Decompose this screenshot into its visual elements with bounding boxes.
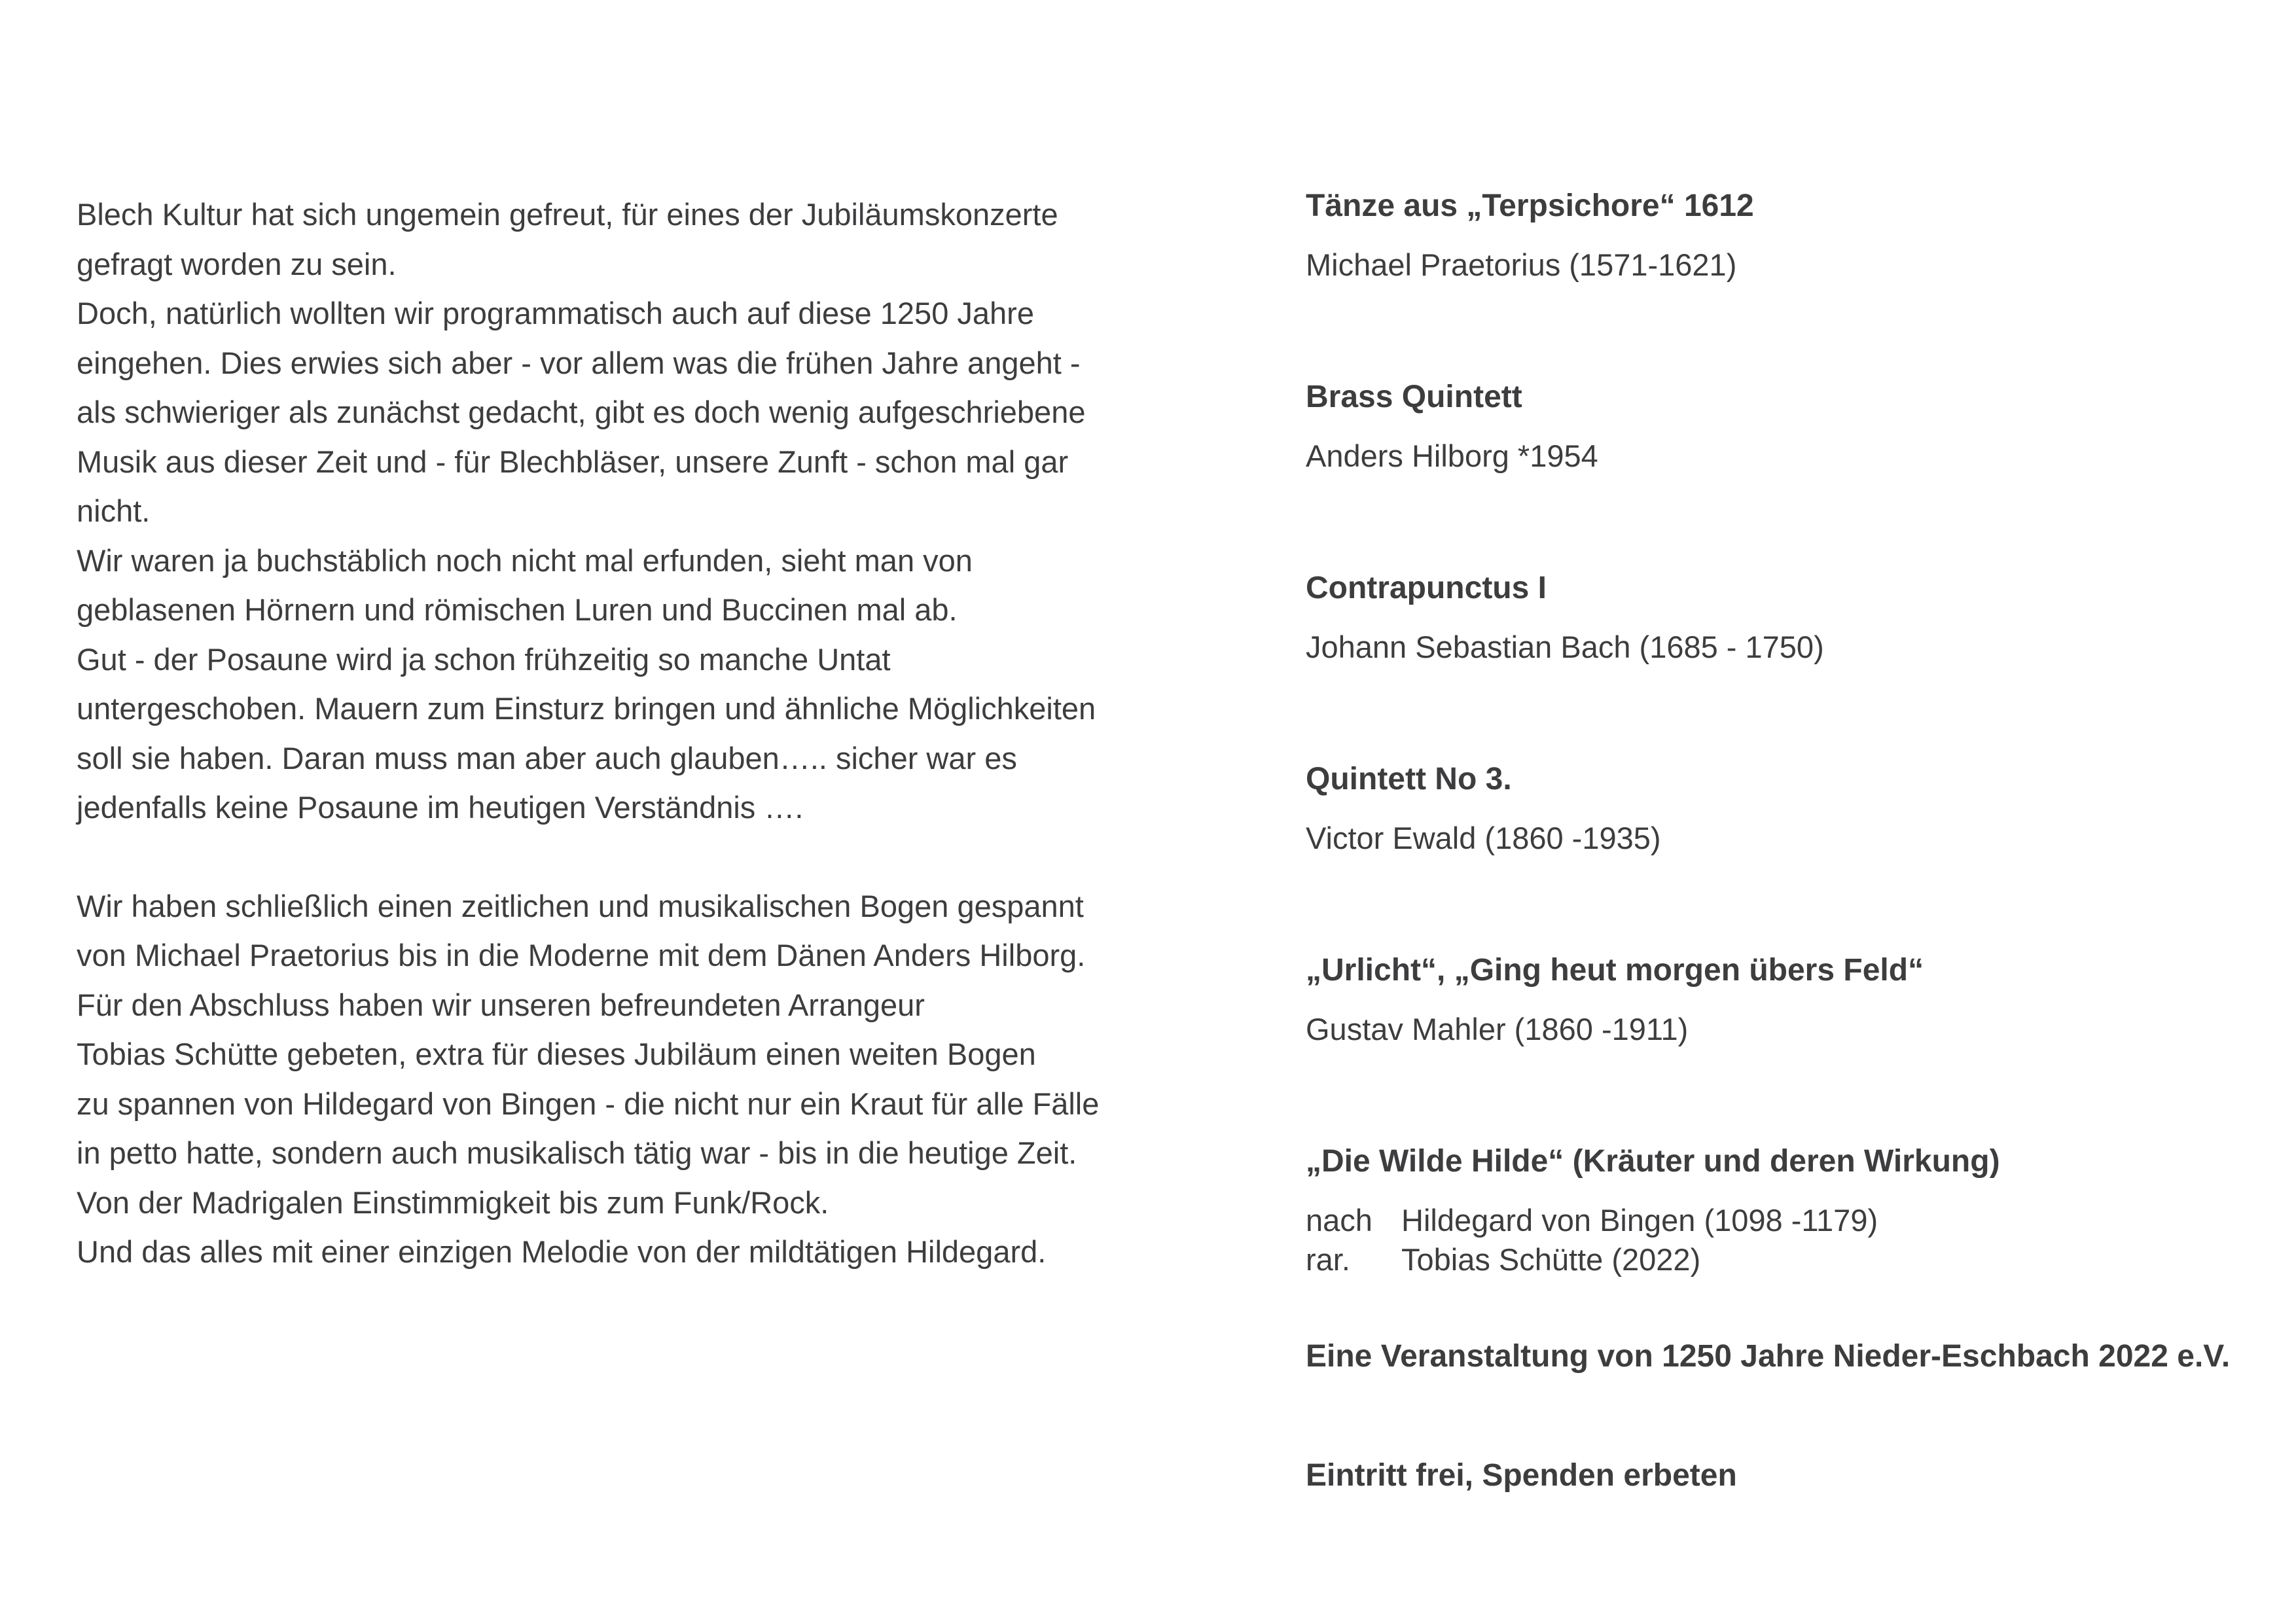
composer-name: Johann Sebastian Bach (1685 - 1750)	[1306, 630, 1824, 664]
program-item-hilborg	[1306, 378, 2274, 476]
piece-title: „Urlicht“, „Ging heut morgen übers Feld“	[1306, 953, 1924, 988]
composer-name: Gustav Mahler (1860 -1911)	[1306, 1012, 1689, 1046]
piece-title: Contrapunctus I	[1306, 571, 1547, 605]
intro-paragraph-2: Wir haben schließlich einen zeitlichen und musikalischen Bogen gespannt von Michael Praetorius bis in die Moderne mit dem Dänen Anders Hilborg. Für den Abschluss haben wir unseren befreundeten Arrangeur Tobias Schütte gebeten, extra für dieses Jubiläum einen weiten Bogen zu spannen von Hildegard von Bingen - die nicht nur ein Kraut für alle Fälle in petto hatte, sondern auch musikalisch tätig war - bis in die heutige Zeit. Von der Madrigalen Einstimmigkeit bis zum Funk/Rock. Und das alles mit einer einzigen Melodie von der mildtätigen Hildegard.	[77, 888, 1100, 1269]
credit-row	[1306, 1201, 2274, 1240]
piece-title: Brass Quintett	[1306, 380, 1522, 414]
concert-program	[1306, 187, 2274, 1372]
intro-text	[77, 190, 1189, 1277]
organizer-note: Eine Veranstaltung von 1250 Jahre Nieder-Eschbach 2022 e.V.	[1306, 1339, 2231, 1374]
program-item-bach	[1306, 569, 2274, 667]
program-item-praetorius	[1306, 187, 2274, 285]
program-item-wilde-hilde	[1306, 1142, 2274, 1279]
piece-title: „Die Wilde Hilde“ (Kräuter und deren Wirkung)	[1306, 1144, 2000, 1179]
admission-note: Eintritt frei, Spenden erbeten	[1306, 1458, 1737, 1493]
credit-role: rar.	[1306, 1242, 1350, 1277]
program-item-mahler	[1306, 951, 2274, 1049]
credit-role: nach	[1306, 1203, 1372, 1238]
composer-name: Victor Ewald (1860 -1935)	[1306, 821, 1661, 855]
credit-name: Hildegard von Bingen (1098 -1179)	[1401, 1203, 1878, 1238]
piece-title: Tänze aus „Terpsichore“ 1612	[1306, 188, 1754, 223]
program-item-ewald	[1306, 760, 2274, 858]
composer-name: Michael Praetorius (1571-1621)	[1306, 247, 1737, 282]
credit-row	[1306, 1240, 2274, 1279]
intro-paragraph-1: Blech Kultur hat sich ungemein gefreut, für eines der Jubiläumskonzerte gefragt worden zu sein. Doch, natürlich wollten wir programmatisch auch auf diese 1250 Jahre eingehen. Dies erwies sich aber - vor allem was die frühen Jahre angeht - als schwieriger als zunächst gedacht, gibt es doch wenig aufgeschriebene Musik aus dieser Zeit und - für Blechbläser, unsere Zunft - schon mal gar nicht. Wir waren ja buchstäblich noch nicht mal erfunden, sieht man von geblasenen Hörnern und römischen Luren und Buccinen mal ab. Gut - der Posaune wird ja schon frühzeitig so manche Untat untergeschoben. Mauern zum Einsturz bringen und ähnliche Möglichkeiten soll sie haben. Daran muss man aber auch glauben….. sicher war es jedenfalls keine Posaune im heutigen Verständnis ….	[77, 197, 1096, 825]
piece-title: Quintett No 3.	[1306, 762, 1512, 796]
credit-name: Tobias Schütte (2022)	[1401, 1242, 1701, 1277]
composer-name: Anders Hilborg *1954	[1306, 438, 1598, 473]
